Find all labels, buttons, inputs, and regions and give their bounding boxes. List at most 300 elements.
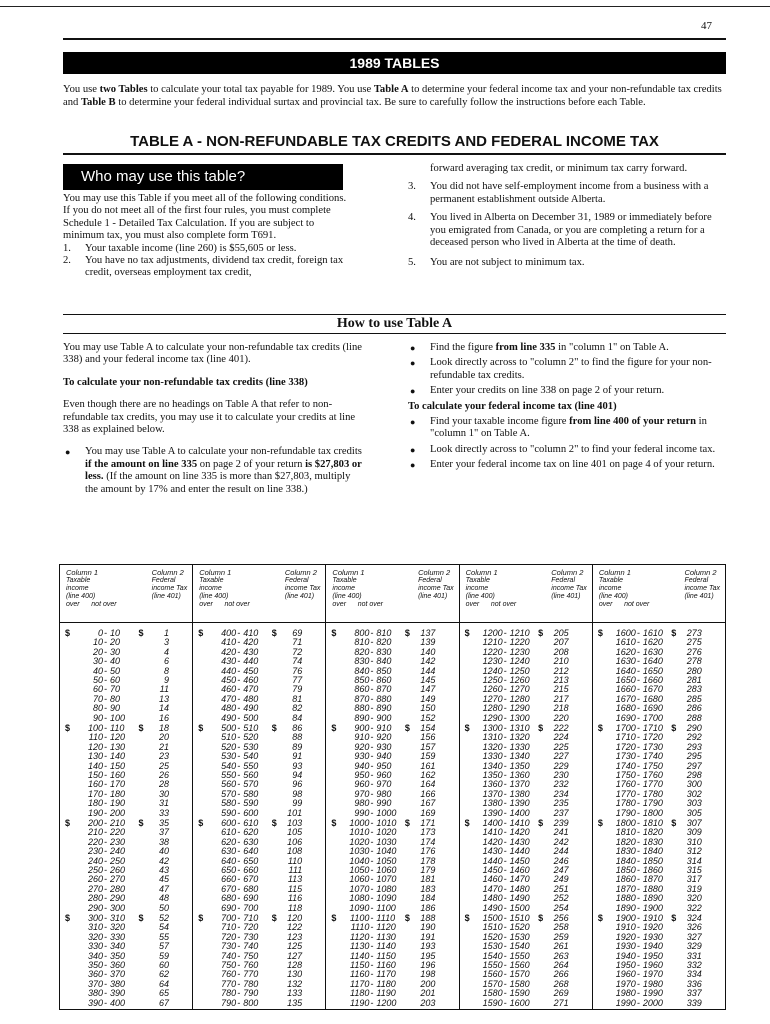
table-cell: 1120 — [376, 922, 396, 933]
table-cell: 230 — [553, 770, 569, 781]
table-cell: 184 — [420, 893, 436, 904]
table-block — [460, 623, 592, 723]
table-cell: - — [370, 703, 374, 714]
income-to-cells — [508, 913, 535, 1008]
table-cell: 38 — [158, 836, 169, 847]
table-cell: 251 — [553, 883, 569, 894]
table-cell: 1960 — [615, 969, 636, 980]
table-cell: - — [370, 770, 374, 781]
table-cell: 700 — [221, 913, 237, 923]
table-cell: 1270 — [509, 684, 530, 695]
table-cell: 730 — [243, 931, 259, 942]
table-cell: 235 — [553, 798, 569, 809]
table-cell: - — [636, 770, 640, 781]
table-cell: 330 — [87, 941, 103, 952]
table-cell: - — [237, 941, 241, 952]
dollar-sign — [135, 724, 147, 813]
column-2-sublabel: (line 401) — [151, 593, 181, 600]
table-cell: - — [104, 950, 107, 961]
table-cell: 420 — [243, 637, 259, 648]
table-cell: 210 — [553, 656, 569, 667]
table-cell: $ — [198, 628, 204, 638]
table-cell: 156 — [420, 732, 436, 743]
table-cell: - — [237, 684, 241, 695]
table-cell: - — [104, 913, 107, 923]
table-cell: 970 — [354, 788, 370, 799]
table-cell: 1530 — [509, 931, 530, 942]
intro-bold: two Tables — [99, 84, 148, 95]
income-from-cells — [609, 628, 636, 723]
table-cell: 242 — [553, 836, 569, 847]
table-cell: - — [503, 788, 507, 799]
table-cell: - — [503, 741, 507, 752]
howto-subheading: To calculate your non-refundable tax credits (line 338) — [63, 376, 308, 388]
table-cell: 258 — [553, 922, 569, 933]
table-cell: - — [104, 628, 107, 638]
table-cell: 0 — [97, 628, 103, 638]
table-cell: 222 — [553, 723, 569, 733]
table-cell: - — [636, 693, 640, 704]
table-cell: 1720 — [642, 732, 663, 743]
table-cell: 1980 — [642, 978, 663, 989]
table-cell: 600 — [243, 807, 259, 818]
table-cell: - — [237, 855, 241, 866]
table-cell — [135, 809, 147, 818]
who-heading: Who may use this table? — [63, 164, 343, 190]
dollar-sign — [668, 819, 680, 908]
table-cell: 470 — [221, 693, 237, 704]
table-cell: 234 — [553, 788, 569, 799]
table-cell: 84 — [292, 712, 303, 723]
income-from-cells — [342, 628, 370, 723]
table-cell: 28 — [158, 779, 169, 790]
table-cell: - — [370, 969, 374, 980]
table-cell: 1790 — [642, 798, 663, 809]
bullet-text — [85, 446, 363, 496]
table-cell: 390 — [110, 988, 126, 999]
table-cell: 1640 — [642, 656, 663, 667]
table-cell: - — [237, 807, 241, 818]
tax-cells — [680, 628, 702, 723]
table-cell: 16 — [158, 712, 169, 723]
table-cell: - — [503, 931, 507, 942]
table-cell: 207 — [553, 637, 569, 648]
table-cell: - — [370, 913, 374, 923]
table-cell: 1710 — [615, 732, 636, 743]
table-cell: 490 — [243, 703, 259, 714]
list-item — [63, 243, 348, 255]
table-cell: 183 — [420, 883, 436, 894]
tax-cells — [547, 913, 569, 1008]
table-cell: - — [636, 855, 640, 866]
who-left-column — [63, 193, 348, 280]
column-1-sublabel: income — [332, 585, 355, 592]
table-cell: 670 — [221, 883, 237, 894]
table-cell: 1910 — [615, 922, 636, 933]
table-cell: 103 — [287, 818, 303, 828]
table-block — [193, 718, 325, 818]
table-cell: 1080 — [376, 883, 397, 894]
bullet-icon: ● — [410, 343, 416, 353]
table-cell: 840 — [376, 656, 392, 667]
table-cell: 3 — [163, 637, 169, 648]
over-not-over-label: over not over — [66, 601, 117, 608]
table-cell: 480 — [221, 703, 237, 714]
table-cell: - — [370, 818, 374, 828]
column-2-sublabel: Federal — [551, 577, 575, 584]
table-cell: 195 — [420, 950, 436, 961]
dollar-sign — [460, 819, 476, 908]
table-cell: - — [636, 751, 640, 762]
bullet-item — [408, 357, 726, 382]
table-cell: $ — [404, 628, 410, 638]
table-cell: - — [503, 779, 507, 790]
table-cell: 1850 — [642, 855, 663, 866]
table-cell: $ — [65, 723, 71, 733]
table-cell: 810 — [354, 637, 370, 648]
table-cell: 285 — [686, 693, 702, 704]
table-cell: - — [370, 846, 374, 857]
table-cell: 1420 — [509, 827, 530, 838]
table-cell: 510 — [221, 732, 237, 743]
table-cell: 1910 — [642, 913, 663, 923]
table-cell: 59 — [158, 950, 169, 961]
table-cell: 1750 — [642, 760, 663, 771]
table-cell: 820 — [376, 637, 392, 648]
dollar-sign — [535, 724, 547, 813]
table-cell — [598, 714, 609, 723]
table-cell: 286 — [686, 703, 702, 714]
table-cell: 650 — [243, 855, 259, 866]
table-cell: 239 — [553, 818, 569, 828]
table-cell: - — [370, 741, 374, 752]
table-cell: 298 — [686, 770, 702, 781]
table-cell: - — [104, 779, 107, 790]
table-cell: - — [104, 855, 107, 866]
table-cell: $ — [597, 913, 603, 923]
table-cell: - — [370, 883, 374, 894]
table-cell: 259 — [553, 931, 569, 942]
bullet-icon: ● — [410, 386, 416, 397]
table-cell: 40 — [92, 665, 103, 676]
table-cell: 1090 — [349, 902, 370, 913]
table-cell: 188 — [420, 913, 436, 923]
table-block — [326, 623, 458, 723]
table-cell: - — [104, 997, 107, 1008]
table-cell: 224 — [553, 732, 569, 743]
table-cell: 21 — [158, 741, 169, 752]
table-cell: 212 — [553, 665, 569, 676]
table-cell: - — [104, 874, 107, 885]
dollar-sign — [135, 819, 147, 908]
dollar-sign — [193, 819, 209, 908]
table-cell: 1620 — [615, 646, 636, 657]
table-cell: 540 — [243, 751, 259, 762]
table-cell: - — [237, 693, 241, 704]
table-cell: 300 — [87, 913, 103, 923]
table-cell: 590 — [243, 798, 259, 809]
column-header — [60, 565, 192, 623]
bullet-item — [63, 446, 363, 496]
item-number: 3. — [408, 181, 416, 193]
table-cell: 196 — [420, 960, 436, 971]
table-cell — [331, 714, 342, 723]
table-cell: 1880 — [615, 893, 636, 904]
income-from-cells — [76, 818, 103, 913]
table-cell: 480 — [243, 693, 259, 704]
column-1-sublabel: (line 400) — [465, 593, 495, 600]
table-cell: 1230 — [509, 646, 530, 657]
table-cell: 960 — [376, 770, 392, 781]
table-cell: 850 — [354, 675, 370, 686]
table-cell: 1710 — [642, 723, 663, 733]
table-cell: 620 — [243, 827, 259, 838]
table-cell: 710 — [243, 913, 259, 923]
table-cell: 52 — [158, 913, 169, 923]
table-cell: 1340 — [482, 760, 503, 771]
table-cell: 1390 — [509, 798, 530, 809]
table-cell: 1210 — [482, 637, 503, 648]
column-2-label: Column 2 — [151, 568, 184, 577]
table-cell: - — [237, 931, 241, 942]
income-from-cells — [76, 628, 103, 723]
table-cell: 450 — [243, 665, 259, 676]
table-cell: - — [636, 950, 640, 961]
table-cell: 60 — [158, 960, 169, 971]
table-cell: 910 — [354, 732, 370, 743]
intro-bold: Table A — [373, 84, 409, 95]
table-cell: - — [636, 941, 640, 952]
table-cell: 336 — [686, 978, 702, 989]
table-cell: 1990 — [615, 997, 636, 1008]
table-cell: 1660 — [642, 675, 663, 686]
table-cell: 1010 — [376, 818, 397, 828]
table-cell: $ — [271, 818, 277, 828]
table-cell: 1630 — [615, 656, 636, 667]
table-cell: - — [370, 827, 374, 838]
table-cell: 160 — [110, 770, 126, 781]
dollar-sign — [401, 629, 413, 718]
table-cell: 1020 — [349, 836, 370, 847]
table-cell: 830 — [376, 646, 392, 657]
table-cell: 137 — [420, 628, 436, 638]
table-cell: 110 — [88, 732, 103, 743]
column-1-sublabel: income — [66, 585, 89, 592]
table-cell: 1120 — [350, 931, 370, 942]
table-cell: - — [237, 675, 241, 686]
table-cell: 630 — [243, 836, 259, 847]
column-header — [460, 565, 592, 623]
table-cell: 1740 — [642, 751, 663, 762]
table-cell: 200 — [87, 818, 103, 828]
table-cell: 1830 — [615, 846, 636, 857]
item-text: You lived in Alberta on December 31, 1989 or immediately before you emigrated from Canada, or you are completing a return for a deceased person who lived in Alberta at the time of death. — [430, 212, 712, 249]
table-cell: $ — [65, 818, 71, 828]
table-cell: 750 — [243, 950, 259, 961]
howto-left-column — [63, 342, 363, 499]
table-cell: 310 — [87, 922, 103, 933]
table-cell: 1370 — [509, 779, 530, 790]
table-cell: 1260 — [509, 675, 530, 686]
table-cell: 1800 — [642, 807, 663, 818]
table-cell: $ — [198, 723, 204, 733]
tax-cells — [280, 818, 303, 913]
income-to-cells — [108, 913, 135, 1008]
dollar-sign — [401, 724, 413, 813]
who-text: You may use this Table if you meet all of the following conditions. If you do not meet all of the first four rules, you must complete Schedule 1 - Detailed Tax Calculation. If you are subject to minimum tax, you must also complete form T691. — [63, 193, 347, 242]
table-cell: 278 — [686, 656, 702, 667]
table-cell: 720 — [243, 922, 259, 933]
table-cell: 47 — [158, 883, 169, 894]
table-cell: 80 — [110, 693, 121, 704]
table-cell: 1560 — [482, 969, 503, 980]
table-cell: - — [370, 788, 374, 799]
table-cell: - — [370, 751, 374, 762]
table-cell: 1680 — [642, 693, 663, 704]
table-cell: 920 — [376, 732, 392, 743]
column-1-sublabel: income — [598, 585, 622, 592]
income-to-cells — [241, 913, 268, 1008]
table-cell: - — [237, 798, 241, 809]
table-cell: 1550 — [509, 950, 530, 961]
table-cell: 790 — [243, 988, 259, 999]
table-cell: 290 — [87, 902, 103, 913]
table-cell: 720 — [221, 931, 237, 942]
table-cell: 1240 — [509, 656, 530, 667]
dollar-sign — [535, 914, 547, 1003]
table-cell: 244 — [553, 846, 569, 857]
dollar-sign — [135, 914, 147, 1003]
table-cell: 116 — [287, 893, 303, 904]
table-cell: - — [237, 969, 241, 980]
table-cell: 570 — [243, 779, 259, 790]
column-2-label: Column 2 — [684, 568, 717, 577]
table-cell: 77 — [292, 675, 303, 686]
income-to-cells — [641, 913, 668, 1008]
table-cell — [465, 714, 476, 723]
table-cell: $ — [538, 723, 544, 733]
table-cell: 57 — [158, 941, 169, 952]
table-cell: 520 — [243, 732, 259, 743]
bullet-item — [408, 459, 726, 471]
column-1-sublabel: Taxable — [598, 577, 624, 584]
column-1-label: Column 1 — [598, 568, 631, 577]
table-cell: 76 — [292, 665, 303, 676]
table-cell: 8 — [163, 665, 169, 676]
table-cell: - — [636, 874, 640, 885]
table-cell: 820 — [354, 646, 370, 657]
table-cell: 240 — [110, 846, 126, 857]
table-cell: 135 — [287, 997, 303, 1008]
table-cell: 14 — [158, 703, 169, 714]
income-to-cells — [241, 723, 268, 818]
table-cell: 70 — [92, 693, 103, 704]
list-item — [408, 257, 726, 269]
table-cell: 1000 — [349, 818, 370, 828]
table-cell — [65, 714, 76, 723]
table-cell: 860 — [354, 684, 370, 695]
table-cell: 217 — [553, 693, 569, 704]
table-cell: 1660 — [615, 684, 636, 695]
table-cell: 111 — [288, 865, 303, 876]
dollar-sign — [535, 819, 547, 908]
table-cell: 1500 — [509, 902, 530, 913]
table-cell: - — [104, 770, 107, 781]
table-cell: 122 — [287, 922, 303, 933]
column-1-header — [599, 569, 631, 601]
table-cell: 440 — [221, 665, 237, 676]
table-cell: 350 — [110, 950, 126, 961]
table-cell: 1250 — [509, 665, 530, 676]
table-cell: - — [237, 818, 241, 828]
table-cell — [268, 714, 280, 723]
table-cell: 1790 — [615, 807, 636, 818]
table-cell: 640 — [243, 846, 259, 857]
dollar-sign — [326, 819, 342, 908]
table-cell: 317 — [686, 874, 702, 885]
table-cell: 30 — [92, 656, 103, 667]
table-cell: $ — [138, 723, 144, 733]
column-header — [193, 565, 325, 623]
column-2-sublabel: income Tax — [284, 585, 321, 592]
table-cell: 890 — [376, 703, 392, 714]
table-cell: 218 — [553, 703, 569, 714]
table-cell: 62 — [158, 969, 169, 980]
table-cell: - — [370, 637, 374, 648]
table-cell: - — [503, 941, 507, 952]
table-cell: - — [370, 950, 374, 961]
table-cell: - — [104, 693, 107, 704]
dollar-sign — [593, 819, 609, 908]
table-cell: 1180 — [350, 988, 370, 999]
table-cell: 1330 — [482, 751, 503, 762]
table-cell: 1540 — [482, 950, 503, 961]
table-cell: 1010 — [349, 827, 370, 838]
table-cell: 266 — [553, 969, 569, 980]
item-text: You did not have self-employment income from a business with a permanent establishment outside Alberta. — [430, 181, 709, 205]
table-cell — [668, 714, 680, 723]
table-cell: $ — [538, 818, 544, 828]
table-cell: 1610 — [642, 628, 663, 638]
table-cell: 380 — [110, 978, 126, 989]
table-column-group — [60, 565, 193, 1009]
table-cell: 1810 — [615, 827, 636, 838]
table-cell: - — [237, 779, 241, 790]
table-cell — [65, 999, 76, 1008]
table-cell: 264 — [553, 960, 569, 971]
tax-cells — [413, 628, 436, 723]
dollar-sign — [268, 914, 280, 1003]
table-block — [593, 908, 725, 1008]
income-from-cells — [209, 628, 237, 723]
over-not-over-label: over not over — [598, 601, 650, 608]
table-cell: - — [370, 931, 374, 942]
table-cell: 1420 — [482, 836, 503, 847]
table-cell: 660 — [221, 874, 237, 885]
table-cell: 780 — [221, 988, 237, 999]
column-1-header — [466, 569, 498, 601]
table-cell: 6 — [163, 656, 169, 667]
income-to-cells — [241, 628, 268, 723]
table-cell: 800 — [354, 628, 370, 638]
table-cell: 1760 — [615, 779, 636, 790]
table-cell: 410 — [243, 628, 259, 638]
howto-right-column — [408, 342, 726, 475]
table-cell: 1380 — [509, 788, 530, 799]
table-cell: 33 — [158, 807, 169, 818]
intro-text: to determine your federal income tax and your non-refundable tax credits and — [63, 84, 722, 108]
table-block — [193, 908, 325, 1008]
